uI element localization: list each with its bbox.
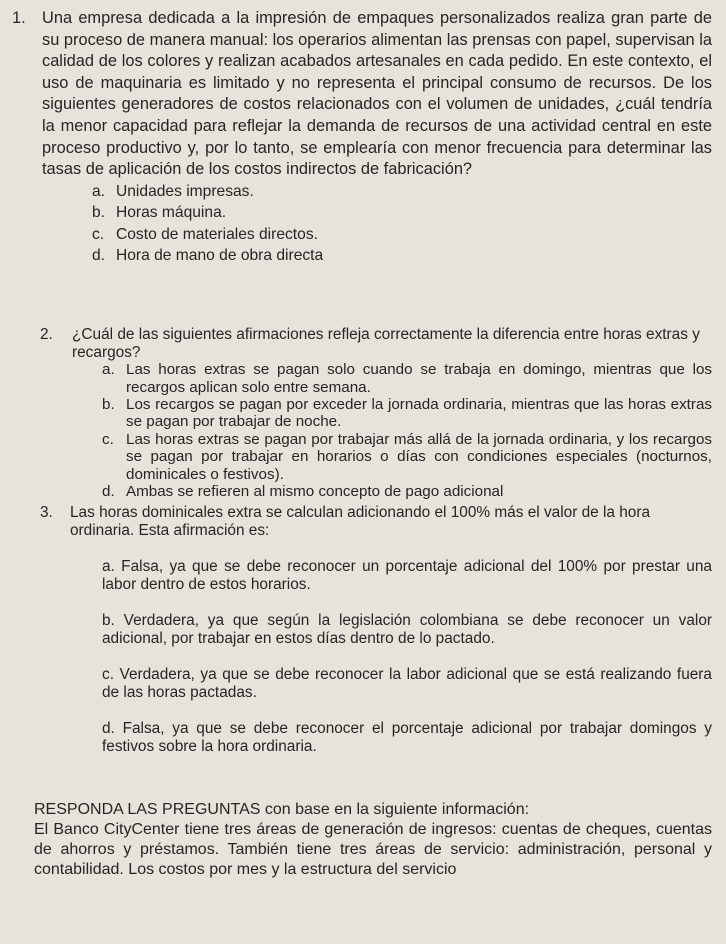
options-list xyxy=(102,361,712,500)
question-text: ¿Cuál de las siguientes afirmaciones refleja correctamente la diferencia entre horas extras y recargos? xyxy=(72,326,700,361)
question-1 xyxy=(12,8,712,266)
option-c: c. Las horas extras se pagan por trabajar más allá de la jornada ordinaria, y los recargos se pagan por trabajar en horarios o días con condiciones especiales (nocturnos, dominicales o festivos). xyxy=(102,430,712,483)
question-2 xyxy=(40,326,712,500)
question-number: 3. xyxy=(40,504,53,521)
option-b: b. Verdadera, ya que según la legislación colombiana se debe reconocer un valor adicional, por trabajar en estos días dentro de lo pactado. xyxy=(102,612,712,647)
option-c: c. Verdadera, ya que se debe reconocer la labor adicional que se está realizando fuera de las horas pactadas. xyxy=(102,666,712,701)
option-d: d. Falsa, ya que se debe reconocer el porcentaje adicional por trabajar domingos y festivos sobre la hora ordinaria. xyxy=(102,720,712,755)
question-text: Una empresa dedicada a la impresión de empaques personalizados realiza gran parte de su proceso de manera manual: los operarios alimentan las prensas con papel, supervisan la calidad de los colores y realizan acabados artesanales en cada pedido. En este contexto, el uso de maquinaria es limitado y no representa el principal consumo de recursos. De los siguientes generadores de costos relacionados con el volumen de unidades, ¿cuál tendría la menor capacidad para reflejar la demanda de recursos de una actividad central en este proceso productivo y, por lo tanto, se emplearía con menor frecuencia para determinar las tasas de aplicación de los costos indirectos de fabricación? xyxy=(42,9,712,179)
question-3 xyxy=(40,504,712,756)
information-section xyxy=(34,800,712,880)
option-c: c. Costo de materiales directos. xyxy=(92,225,318,243)
question-number: 2. xyxy=(40,326,53,343)
option-a: a. Las horas extras se pagan solo cuando se trabaja en domingo, mientras que los recargos aplican solo entre semana. xyxy=(102,361,712,396)
option-a: a. Unidades impresas. xyxy=(92,182,254,200)
question-number: 1. xyxy=(12,9,26,27)
option-b: b. Horas máquina. xyxy=(92,204,227,222)
option-b: b. Los recargos se pagan por exceder la jornada ordinaria, mientras que las horas extras se pagan por trabajar de noche. xyxy=(102,396,712,431)
option-a: a. Falsa, ya que se debe reconocer un porcentaje adicional del 100% por prestar una labor dentro de estos horarios. xyxy=(102,558,712,593)
section-heading: RESPONDA LAS PREGUNTAS con base en la siguiente información: xyxy=(34,801,530,818)
section-body: El Banco CityCenter tiene tres áreas de generación de ingresos: cuentas de cheques, cuentas de ahorros y préstamos. También tiene tres áreas de servicio: administración, personal y contabilidad. Los costos por mes y la estructura del servicio xyxy=(34,821,712,878)
option-d: d. Hora de mano de obra directa xyxy=(92,246,324,264)
option-d: d. Ambas se refieren al mismo concepto de pago adicional xyxy=(102,483,504,501)
options-list xyxy=(92,181,712,267)
question-text: Las horas dominicales extra se calculan adicionando el 100% más el valor de la hora ordinaria. Esta afirmación es: xyxy=(70,504,651,539)
